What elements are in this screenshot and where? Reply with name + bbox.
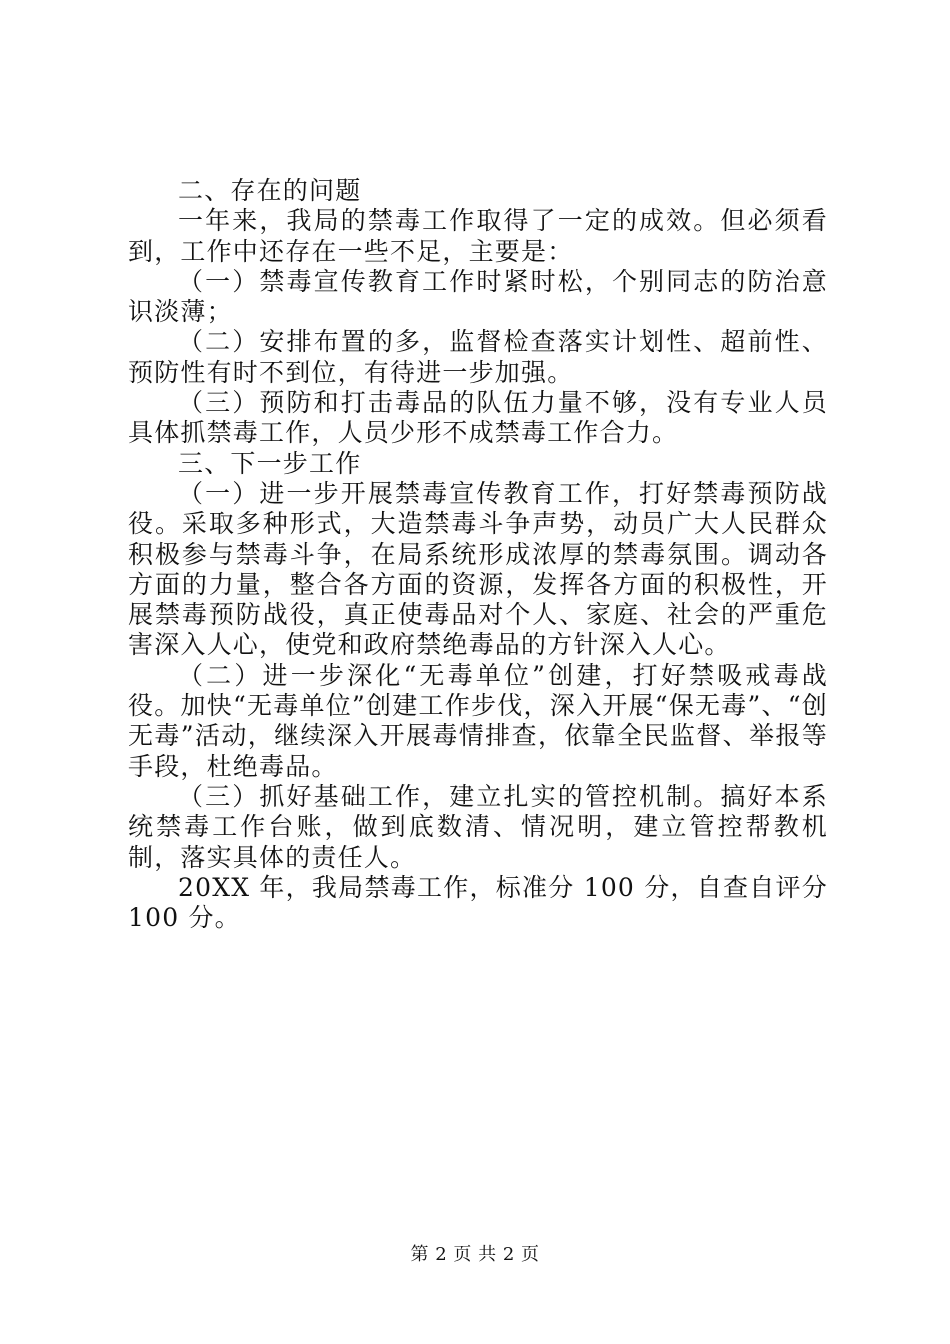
paragraph-problem-2: （二）安排布置的多，监督检查落实计划性、超前性、预防性有时不到位，有待进一步加强。 xyxy=(128,327,828,387)
document-body xyxy=(128,176,828,933)
page-number-footer: 第 2 页 共 2 页 xyxy=(410,1244,540,1265)
paragraph-step-1: （一）进一步开展禁毒宣传教育工作，打好禁毒预防战役。采取多种形式，大造禁毒斗争声势，动员广大人民群众积极参与禁毒斗争，在局系统形成浓厚的禁毒氛围。调动各方面的力量，整合各方面的资源，发挥各方面的积极性，开展禁毒预防战役，真正使毒品对个人、家庭、社会的严重危害深入人心，使党和政府禁绝毒品的方针深入人心。 xyxy=(128,478,828,660)
section-heading-next-steps: 三、下一步工作 xyxy=(178,448,362,478)
paragraph-step-3: （三）抓好基础工作，建立扎实的管控机制。搞好本系统禁毒工作台账，做到底数清、情况明，建立管控帮教机制，落实具体的责任人。 xyxy=(128,781,828,872)
paragraph-step-2: （二）进一步深化“无毒单位”创建，打好禁吸戒毒战役。加快“无毒单位”创建工作步伐，深入开展“保无毒”、“创无毒”活动，继续深入开展毒情排查，依靠全民监督、举报等手段，杜绝毒品。 xyxy=(128,660,828,781)
paragraph-problem-3: （三）预防和打击毒品的队伍力量不够，没有专业人员具体抓禁毒工作，人员少形不成禁毒工作合力。 xyxy=(128,388,828,448)
section-heading-problems: 二、存在的问题 xyxy=(178,176,362,205)
paragraph-intro: 一年来，我局的禁毒工作取得了一定的成效。但必须看到，工作中还存在一些不足，主要是： xyxy=(128,206,828,266)
paragraph-score: 20XX 年，我局禁毒工作，标准分 100 分，自查自评分 100 分。 xyxy=(128,872,828,933)
paragraph-problem-1: （一）禁毒宣传教育工作时紧时松，个别同志的防治意识淡薄； xyxy=(128,266,828,327)
